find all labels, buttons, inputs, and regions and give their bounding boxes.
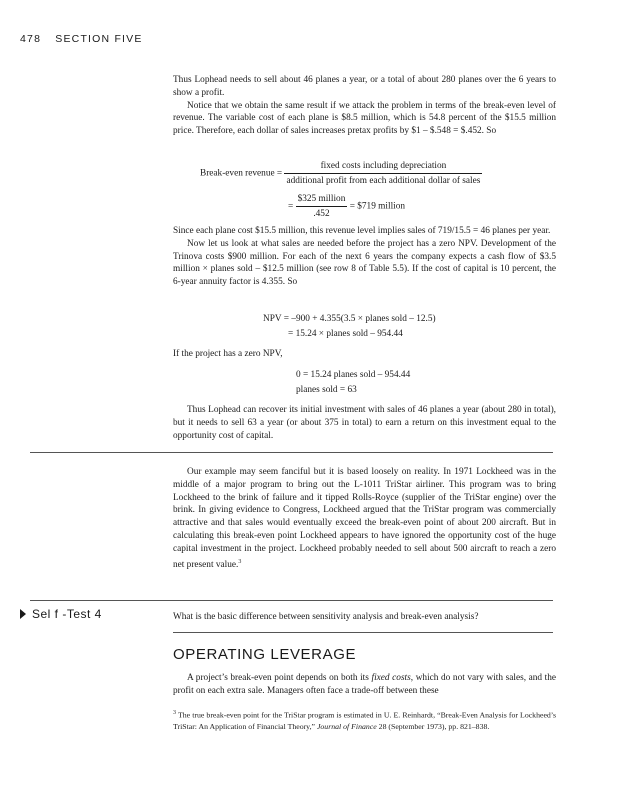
lockheed-box xyxy=(173,466,556,571)
intro-text xyxy=(173,74,556,138)
triangle-marker-icon xyxy=(20,609,26,619)
footnote-marker: 3 xyxy=(173,710,176,716)
paragraph-5: If the project has a zero NPV, xyxy=(173,349,283,359)
paragraph-2: Notice that we obtain the same result if we attack the problem in terms of the break-even level of revenue. The variable cost of each plane is $8.5 million, which is 54.8 percent of the $15.5 million price. Therefore, each dollar of sales increases pretax profits by $1 – $.548 = $.452. So xyxy=(173,100,556,137)
footnote-journal: Journal of Finance xyxy=(316,721,377,731)
running-header xyxy=(20,33,153,45)
paragraph-4: Now let us look at what sales are needed before the project has a zero NPV. Development of the Trinova costs $900 million. For each of the next 6 years the company expects a cash flow of $3.5 million × planes sold – $12.5 million (see row 8 of Table 5.5). If the cost of capital is 10 percent, the 6-year annuity factor is 4.355. So xyxy=(173,238,556,288)
npv-text xyxy=(173,225,556,289)
section-heading: OPERATING LEVERAGE xyxy=(173,646,357,663)
equation-npv-1: NPV = –900 + 4.355(3.5 × planes sold – 12.5) xyxy=(263,314,436,324)
lockheed-text: Our example may seem fanciful but it is based loosely on reality. In 1971 Lockheed was in the middle of a major program to bring out the L-1011 TriStar airliner. This program was to bring Lockheed to the brink of failure and it tipped Rolls-Royce (supplier of the TriStar engine) over the brink. In giving evidence to Congress, Lockheed argued that the TriStar program was commercially attractive and that sales would eventually exceed the break-even point of about 200 aircraft. But in calculating this break-even point Lockheed appears to have ignored the opportunity cost of the huge capital investment in the project. Lockheed probably needed to sell about 500 aircraft to reach a zero net present value. xyxy=(173,467,556,570)
equation-breakeven-revenue xyxy=(200,160,482,187)
divider-bottom xyxy=(173,632,553,633)
divider-top xyxy=(30,452,553,453)
paragraph-6: Thus Lophead can recover its initial investment with sales of 46 planes a year (about 280 in total), but it needs to sell 63 a year (or about 375 in total) to earn a return on this investment equal to the opportunity cost of capital. xyxy=(173,405,556,441)
paragraph-3: Since each plane cost $15.5 million, this revenue level implies sales of 719/15.5 = 46 planes per year. xyxy=(173,226,551,236)
eq-result: = $719 million xyxy=(349,201,406,212)
equation-npv-2: = 15.24 × planes sold – 954.44 xyxy=(288,329,403,339)
section-title: SECTION FIVE xyxy=(55,33,143,45)
paragraph-1: Thus Lophead needs to sell about 46 planes a year, or a total of about 280 planes over the 6 years to show a profit. xyxy=(173,75,556,98)
eq-denominator-1: additional profit from each additional dollar of sales xyxy=(286,176,481,186)
footnote-text-post: 28 (September 1973), pp. 821–838. xyxy=(378,721,490,731)
footnote xyxy=(173,708,556,732)
equation-breakeven-result xyxy=(288,193,405,220)
eq-fraction-1 xyxy=(284,160,482,187)
operating-leverage-text xyxy=(173,672,556,698)
ol-text-emphasis: fixed costs, xyxy=(371,673,414,683)
eq-numerator-1: fixed costs including depreciation xyxy=(284,160,482,174)
eq-label: Break-even revenue = xyxy=(200,168,283,179)
self-test-question: What is the basic difference between sensitivity analysis and break-even analysis? xyxy=(173,612,479,622)
eq-denominator-2: .452 xyxy=(313,209,330,219)
eq-equals: = xyxy=(288,201,294,212)
equation-planes-sold: planes sold = 63 xyxy=(296,385,357,395)
footnote-text-pre: The true break-even point for the TriStar program is estimated in U. E. Reinhardt, “Break-Even Analysis for Lockheed’s TriStar: An Application of Financial Theory,” xyxy=(173,710,557,731)
equation-zero-npv: 0 = 15.24 planes sold – 954.44 xyxy=(296,370,411,380)
self-test-label xyxy=(20,607,102,621)
ol-text-pre: A project’s break-even point depends on both its xyxy=(187,673,369,683)
eq-fraction-2 xyxy=(296,193,348,220)
divider-middle xyxy=(30,600,553,601)
page-number: 478 xyxy=(20,33,42,45)
footnote-ref: 3 xyxy=(238,558,242,565)
self-test-title: Sel f -Test 4 xyxy=(32,607,102,621)
eq-numerator-2: $325 million xyxy=(296,193,348,207)
ol-text-post: which do not vary with sales, and the profit on each extra sale. Managers often face a trade-off between these xyxy=(173,673,557,696)
